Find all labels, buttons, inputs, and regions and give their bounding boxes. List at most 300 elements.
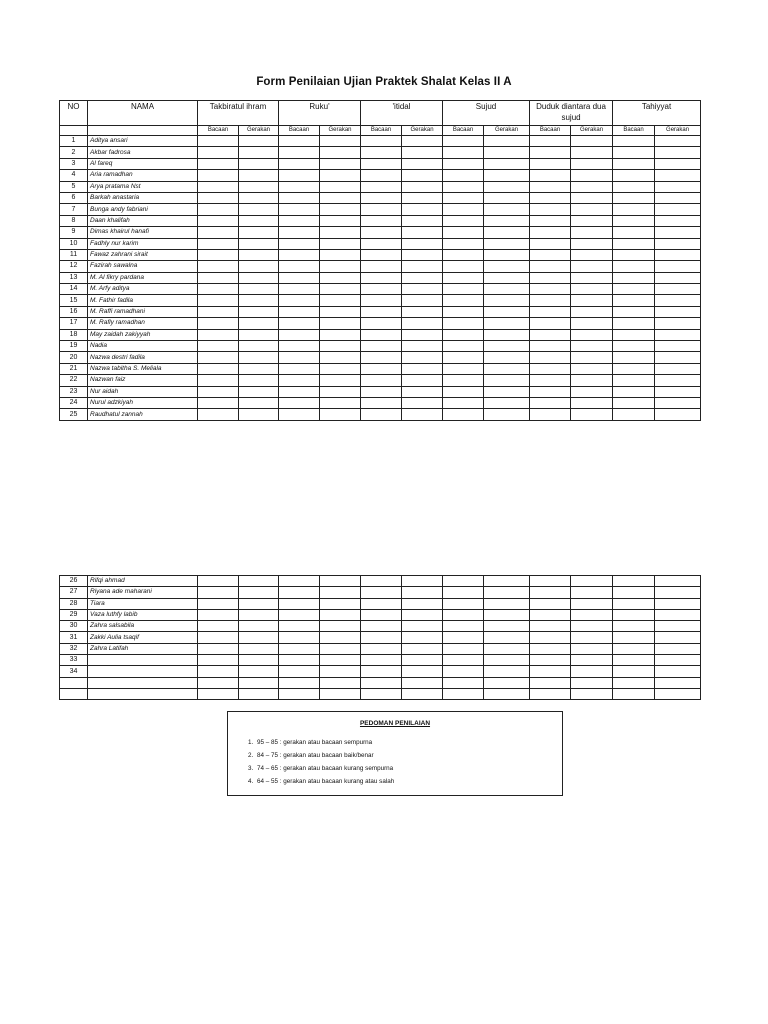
score-cell[interactable]: [530, 192, 571, 203]
score-cell[interactable]: [530, 386, 571, 397]
score-cell[interactable]: [198, 587, 239, 598]
score-cell[interactable]: [613, 249, 655, 260]
score-cell[interactable]: [198, 352, 239, 363]
score-cell[interactable]: [613, 621, 655, 632]
score-cell[interactable]: [571, 136, 613, 147]
score-cell[interactable]: [443, 192, 484, 203]
score-cell[interactable]: [402, 261, 443, 272]
score-cell[interactable]: [361, 409, 402, 420]
score-cell[interactable]: [484, 181, 530, 192]
score-cell[interactable]: [320, 643, 361, 654]
score-cell[interactable]: [443, 158, 484, 169]
score-cell[interactable]: [402, 306, 443, 317]
score-cell[interactable]: [361, 147, 402, 158]
score-cell[interactable]: [613, 677, 655, 688]
score-cell[interactable]: [239, 632, 279, 643]
score-cell[interactable]: [613, 215, 655, 226]
score-cell[interactable]: [239, 181, 279, 192]
score-cell[interactable]: [571, 632, 613, 643]
score-cell[interactable]: [279, 192, 320, 203]
score-cell[interactable]: [239, 576, 279, 587]
score-cell[interactable]: [530, 397, 571, 408]
score-cell[interactable]: [198, 677, 239, 688]
score-cell[interactable]: [655, 375, 701, 386]
score-cell[interactable]: [239, 136, 279, 147]
score-cell[interactable]: [443, 284, 484, 295]
score-cell[interactable]: [320, 306, 361, 317]
score-cell[interactable]: [613, 397, 655, 408]
score-cell[interactable]: [613, 363, 655, 374]
score-cell[interactable]: [320, 598, 361, 609]
score-cell[interactable]: [443, 688, 484, 699]
score-cell[interactable]: [320, 632, 361, 643]
score-cell[interactable]: [239, 587, 279, 598]
score-cell[interactable]: [655, 147, 701, 158]
score-cell[interactable]: [361, 632, 402, 643]
score-cell[interactable]: [361, 318, 402, 329]
score-cell[interactable]: [361, 397, 402, 408]
score-cell[interactable]: [239, 306, 279, 317]
score-cell[interactable]: [361, 352, 402, 363]
score-cell[interactable]: [443, 204, 484, 215]
score-cell[interactable]: [655, 204, 701, 215]
score-cell[interactable]: [571, 397, 613, 408]
score-cell[interactable]: [402, 147, 443, 158]
score-cell[interactable]: [402, 677, 443, 688]
score-cell[interactable]: [239, 284, 279, 295]
score-cell[interactable]: [198, 238, 239, 249]
score-cell[interactable]: [655, 576, 701, 587]
score-cell[interactable]: [530, 227, 571, 238]
score-cell[interactable]: [530, 409, 571, 420]
score-cell[interactable]: [198, 363, 239, 374]
score-cell[interactable]: [613, 192, 655, 203]
score-cell[interactable]: [484, 666, 530, 677]
score-cell[interactable]: [402, 598, 443, 609]
score-cell[interactable]: [279, 295, 320, 306]
score-cell[interactable]: [613, 643, 655, 654]
score-cell[interactable]: [443, 147, 484, 158]
score-cell[interactable]: [279, 284, 320, 295]
score-cell[interactable]: [484, 192, 530, 203]
score-cell[interactable]: [613, 170, 655, 181]
score-cell[interactable]: [239, 170, 279, 181]
score-cell[interactable]: [484, 409, 530, 420]
score-cell[interactable]: [279, 227, 320, 238]
score-cell[interactable]: [484, 352, 530, 363]
score-cell[interactable]: [279, 375, 320, 386]
score-cell[interactable]: [198, 204, 239, 215]
score-cell[interactable]: [655, 609, 701, 620]
score-cell[interactable]: [613, 295, 655, 306]
score-cell[interactable]: [613, 284, 655, 295]
score-cell[interactable]: [655, 409, 701, 420]
score-cell[interactable]: [198, 136, 239, 147]
score-cell[interactable]: [613, 136, 655, 147]
score-cell[interactable]: [571, 666, 613, 677]
score-cell[interactable]: [613, 329, 655, 340]
score-cell[interactable]: [239, 609, 279, 620]
score-cell[interactable]: [530, 204, 571, 215]
score-cell[interactable]: [571, 643, 613, 654]
score-cell[interactable]: [320, 249, 361, 260]
score-cell[interactable]: [198, 386, 239, 397]
score-cell[interactable]: [571, 587, 613, 598]
score-cell[interactable]: [402, 397, 443, 408]
score-cell[interactable]: [655, 587, 701, 598]
score-cell[interactable]: [239, 677, 279, 688]
score-cell[interactable]: [613, 409, 655, 420]
score-cell[interactable]: [655, 284, 701, 295]
score-cell[interactable]: [402, 688, 443, 699]
score-cell[interactable]: [279, 688, 320, 699]
score-cell[interactable]: [530, 576, 571, 587]
score-cell[interactable]: [443, 409, 484, 420]
score-cell[interactable]: [320, 318, 361, 329]
score-cell[interactable]: [239, 643, 279, 654]
score-cell[interactable]: [402, 621, 443, 632]
score-cell[interactable]: [402, 170, 443, 181]
score-cell[interactable]: [571, 341, 613, 352]
score-cell[interactable]: [239, 261, 279, 272]
score-cell[interactable]: [484, 587, 530, 598]
score-cell[interactable]: [320, 363, 361, 374]
score-cell[interactable]: [484, 621, 530, 632]
score-cell[interactable]: [320, 666, 361, 677]
score-cell[interactable]: [613, 666, 655, 677]
score-cell[interactable]: [402, 181, 443, 192]
score-cell[interactable]: [402, 632, 443, 643]
score-cell[interactable]: [320, 341, 361, 352]
score-cell[interactable]: [484, 375, 530, 386]
score-cell[interactable]: [443, 318, 484, 329]
score-cell[interactable]: [655, 261, 701, 272]
score-cell[interactable]: [320, 158, 361, 169]
score-cell[interactable]: [361, 386, 402, 397]
score-cell[interactable]: [198, 295, 239, 306]
score-cell[interactable]: [320, 227, 361, 238]
score-cell[interactable]: [361, 621, 402, 632]
score-cell[interactable]: [571, 215, 613, 226]
score-cell[interactable]: [655, 227, 701, 238]
score-cell[interactable]: [443, 655, 484, 666]
score-cell[interactable]: [571, 272, 613, 283]
score-cell[interactable]: [239, 655, 279, 666]
score-cell[interactable]: [530, 295, 571, 306]
score-cell[interactable]: [655, 352, 701, 363]
score-cell[interactable]: [655, 598, 701, 609]
score-cell[interactable]: [655, 363, 701, 374]
score-cell[interactable]: [239, 621, 279, 632]
score-cell[interactable]: [443, 666, 484, 677]
score-cell[interactable]: [530, 363, 571, 374]
score-cell[interactable]: [320, 576, 361, 587]
score-cell[interactable]: [320, 284, 361, 295]
score-cell[interactable]: [484, 170, 530, 181]
score-cell[interactable]: [320, 609, 361, 620]
score-cell[interactable]: [198, 227, 239, 238]
score-cell[interactable]: [655, 632, 701, 643]
score-cell[interactable]: [279, 666, 320, 677]
score-cell[interactable]: [484, 295, 530, 306]
score-cell[interactable]: [655, 295, 701, 306]
score-cell[interactable]: [402, 409, 443, 420]
score-cell[interactable]: [613, 576, 655, 587]
score-cell[interactable]: [443, 215, 484, 226]
score-cell[interactable]: [655, 306, 701, 317]
score-cell[interactable]: [198, 375, 239, 386]
score-cell[interactable]: [320, 621, 361, 632]
score-cell[interactable]: [198, 181, 239, 192]
score-cell[interactable]: [484, 363, 530, 374]
score-cell[interactable]: [613, 352, 655, 363]
score-cell[interactable]: [198, 306, 239, 317]
score-cell[interactable]: [530, 688, 571, 699]
score-cell[interactable]: [571, 238, 613, 249]
score-cell[interactable]: [320, 397, 361, 408]
score-cell[interactable]: [402, 666, 443, 677]
score-cell[interactable]: [613, 598, 655, 609]
score-cell[interactable]: [571, 375, 613, 386]
score-cell[interactable]: [198, 147, 239, 158]
score-cell[interactable]: [239, 215, 279, 226]
score-cell[interactable]: [402, 363, 443, 374]
score-cell[interactable]: [571, 329, 613, 340]
score-cell[interactable]: [239, 375, 279, 386]
score-cell[interactable]: [484, 136, 530, 147]
score-cell[interactable]: [530, 215, 571, 226]
score-cell[interactable]: [571, 158, 613, 169]
score-cell[interactable]: [655, 329, 701, 340]
score-cell[interactable]: [361, 295, 402, 306]
score-cell[interactable]: [530, 375, 571, 386]
score-cell[interactable]: [198, 397, 239, 408]
score-cell[interactable]: [361, 284, 402, 295]
score-cell[interactable]: [239, 397, 279, 408]
score-cell[interactable]: [571, 306, 613, 317]
score-cell[interactable]: [530, 261, 571, 272]
score-cell[interactable]: [613, 609, 655, 620]
score-cell[interactable]: [320, 655, 361, 666]
score-cell[interactable]: [198, 341, 239, 352]
score-cell[interactable]: [239, 192, 279, 203]
score-cell[interactable]: [530, 655, 571, 666]
score-cell[interactable]: [239, 147, 279, 158]
score-cell[interactable]: [279, 587, 320, 598]
score-cell[interactable]: [239, 352, 279, 363]
score-cell[interactable]: [279, 677, 320, 688]
score-cell[interactable]: [402, 215, 443, 226]
score-cell[interactable]: [530, 341, 571, 352]
score-cell[interactable]: [655, 318, 701, 329]
score-cell[interactable]: [655, 688, 701, 699]
score-cell[interactable]: [239, 688, 279, 699]
score-cell[interactable]: [198, 576, 239, 587]
score-cell[interactable]: [530, 306, 571, 317]
score-cell[interactable]: [571, 170, 613, 181]
score-cell[interactable]: [613, 306, 655, 317]
score-cell[interactable]: [443, 609, 484, 620]
score-cell[interactable]: [655, 192, 701, 203]
score-cell[interactable]: [361, 192, 402, 203]
score-cell[interactable]: [613, 147, 655, 158]
score-cell[interactable]: [361, 215, 402, 226]
score-cell[interactable]: [571, 192, 613, 203]
score-cell[interactable]: [571, 261, 613, 272]
score-cell[interactable]: [530, 238, 571, 249]
score-cell[interactable]: [484, 158, 530, 169]
score-cell[interactable]: [655, 386, 701, 397]
score-cell[interactable]: [484, 341, 530, 352]
score-cell[interactable]: [198, 261, 239, 272]
score-cell[interactable]: [402, 609, 443, 620]
score-cell[interactable]: [198, 158, 239, 169]
score-cell[interactable]: [198, 643, 239, 654]
score-cell[interactable]: [655, 643, 701, 654]
score-cell[interactable]: [571, 688, 613, 699]
score-cell[interactable]: [402, 576, 443, 587]
score-cell[interactable]: [484, 609, 530, 620]
score-cell[interactable]: [239, 329, 279, 340]
score-cell[interactable]: [443, 363, 484, 374]
score-cell[interactable]: [361, 238, 402, 249]
score-cell[interactable]: [484, 576, 530, 587]
score-cell[interactable]: [484, 284, 530, 295]
score-cell[interactable]: [402, 238, 443, 249]
score-cell[interactable]: [198, 598, 239, 609]
score-cell[interactable]: [402, 295, 443, 306]
score-cell[interactable]: [402, 386, 443, 397]
score-cell[interactable]: [279, 598, 320, 609]
score-cell[interactable]: [613, 341, 655, 352]
score-cell[interactable]: [571, 227, 613, 238]
score-cell[interactable]: [361, 363, 402, 374]
score-cell[interactable]: [530, 352, 571, 363]
score-cell[interactable]: [655, 621, 701, 632]
score-cell[interactable]: [443, 677, 484, 688]
score-cell[interactable]: [655, 249, 701, 260]
score-cell[interactable]: [279, 272, 320, 283]
score-cell[interactable]: [655, 215, 701, 226]
score-cell[interactable]: [655, 238, 701, 249]
score-cell[interactable]: [571, 318, 613, 329]
score-cell[interactable]: [279, 170, 320, 181]
score-cell[interactable]: [443, 170, 484, 181]
score-cell[interactable]: [613, 238, 655, 249]
score-cell[interactable]: [443, 386, 484, 397]
score-cell[interactable]: [484, 397, 530, 408]
score-cell[interactable]: [320, 136, 361, 147]
score-cell[interactable]: [361, 609, 402, 620]
score-cell[interactable]: [361, 341, 402, 352]
score-cell[interactable]: [571, 181, 613, 192]
score-cell[interactable]: [402, 272, 443, 283]
score-cell[interactable]: [198, 272, 239, 283]
score-cell[interactable]: [361, 204, 402, 215]
score-cell[interactable]: [530, 677, 571, 688]
score-cell[interactable]: [484, 318, 530, 329]
score-cell[interactable]: [443, 352, 484, 363]
score-cell[interactable]: [320, 329, 361, 340]
score-cell[interactable]: [239, 666, 279, 677]
score-cell[interactable]: [239, 204, 279, 215]
score-cell[interactable]: [361, 227, 402, 238]
score-cell[interactable]: [279, 643, 320, 654]
score-cell[interactable]: [655, 677, 701, 688]
score-cell[interactable]: [484, 677, 530, 688]
score-cell[interactable]: [402, 587, 443, 598]
score-cell[interactable]: [198, 632, 239, 643]
score-cell[interactable]: [443, 295, 484, 306]
score-cell[interactable]: [530, 272, 571, 283]
score-cell[interactable]: [279, 632, 320, 643]
score-cell[interactable]: [402, 249, 443, 260]
score-cell[interactable]: [443, 576, 484, 587]
score-cell[interactable]: [320, 204, 361, 215]
score-cell[interactable]: [484, 227, 530, 238]
score-cell[interactable]: [571, 284, 613, 295]
score-cell[interactable]: [443, 329, 484, 340]
score-cell[interactable]: [279, 261, 320, 272]
score-cell[interactable]: [198, 655, 239, 666]
score-cell[interactable]: [571, 363, 613, 374]
score-cell[interactable]: [239, 341, 279, 352]
score-cell[interactable]: [530, 666, 571, 677]
score-cell[interactable]: [530, 329, 571, 340]
score-cell[interactable]: [655, 666, 701, 677]
score-cell[interactable]: [655, 170, 701, 181]
score-cell[interactable]: [613, 587, 655, 598]
score-cell[interactable]: [402, 158, 443, 169]
score-cell[interactable]: [530, 147, 571, 158]
score-cell[interactable]: [402, 329, 443, 340]
score-cell[interactable]: [279, 158, 320, 169]
score-cell[interactable]: [320, 170, 361, 181]
score-cell[interactable]: [484, 306, 530, 317]
score-cell[interactable]: [279, 341, 320, 352]
score-cell[interactable]: [484, 215, 530, 226]
score-cell[interactable]: [198, 249, 239, 260]
score-cell[interactable]: [198, 621, 239, 632]
score-cell[interactable]: [361, 181, 402, 192]
score-cell[interactable]: [530, 632, 571, 643]
score-cell[interactable]: [361, 306, 402, 317]
score-cell[interactable]: [571, 204, 613, 215]
score-cell[interactable]: [571, 609, 613, 620]
score-cell[interactable]: [571, 249, 613, 260]
score-cell[interactable]: [484, 329, 530, 340]
score-cell[interactable]: [571, 576, 613, 587]
score-cell[interactable]: [361, 688, 402, 699]
score-cell[interactable]: [320, 409, 361, 420]
score-cell[interactable]: [279, 181, 320, 192]
score-cell[interactable]: [443, 598, 484, 609]
score-cell[interactable]: [443, 632, 484, 643]
score-cell[interactable]: [239, 238, 279, 249]
score-cell[interactable]: [198, 192, 239, 203]
score-cell[interactable]: [239, 227, 279, 238]
score-cell[interactable]: [484, 688, 530, 699]
score-cell[interactable]: [571, 386, 613, 397]
score-cell[interactable]: [402, 643, 443, 654]
score-cell[interactable]: [484, 147, 530, 158]
score-cell[interactable]: [571, 409, 613, 420]
score-cell[interactable]: [361, 666, 402, 677]
score-cell[interactable]: [198, 318, 239, 329]
score-cell[interactable]: [443, 375, 484, 386]
score-cell[interactable]: [655, 158, 701, 169]
score-cell[interactable]: [613, 158, 655, 169]
